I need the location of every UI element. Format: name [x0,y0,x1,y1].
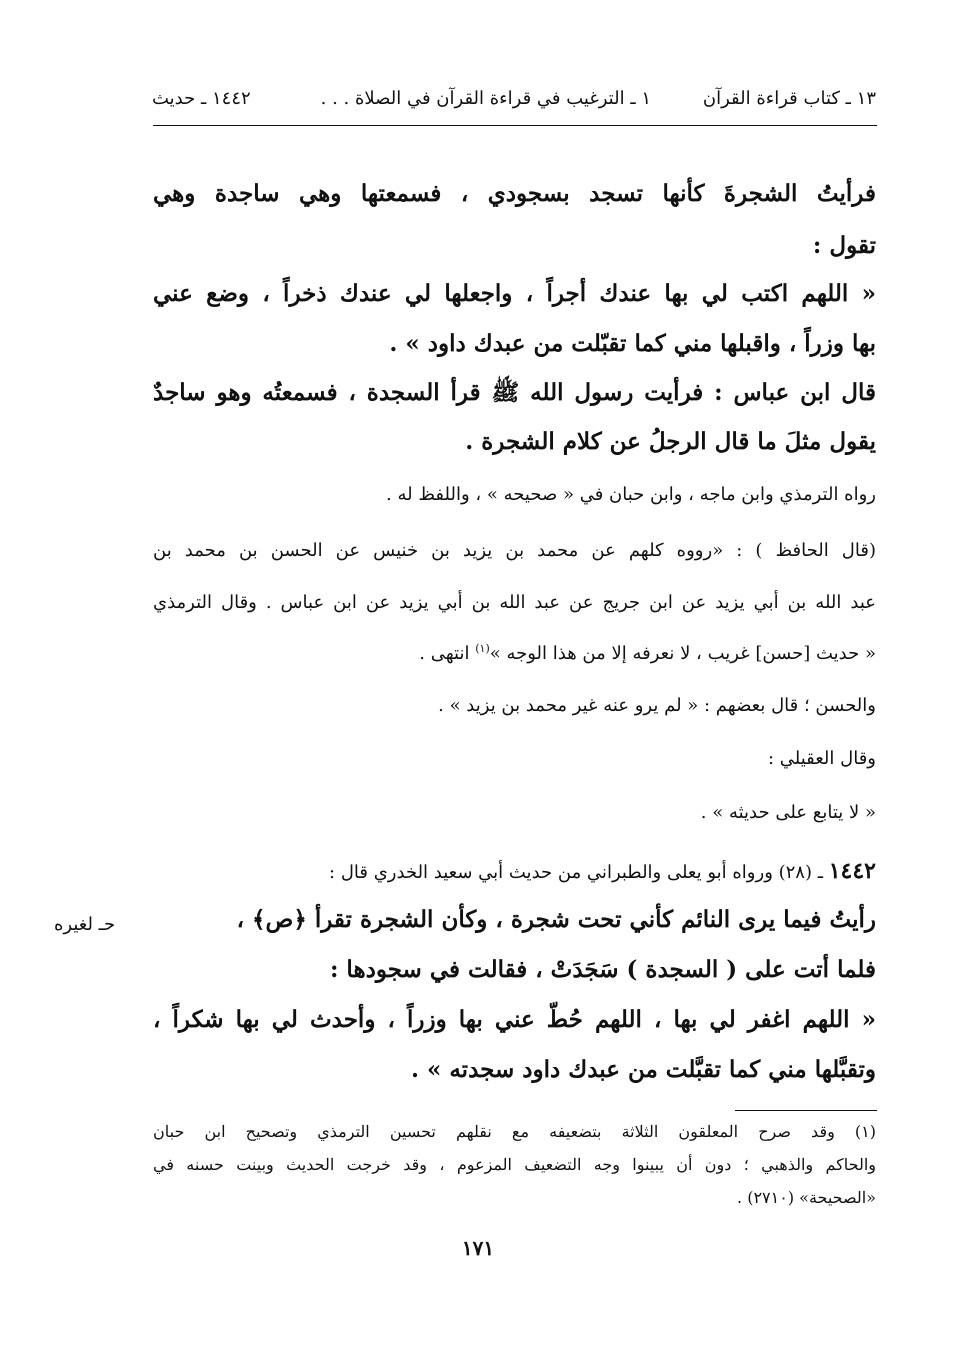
commentary-line: (قال الحافظ ) : «رووه كلهم عن محمد بن يزيد بن خنيس عن الحسن بن محمد بن [153,540,876,561]
commentary-line: رواه الترمذي وابن ماجه ، وابن حبان في « صحيحه » ، واللفظ له . [386,484,876,505]
commentary-line [419,642,876,664]
quote-text: « حديث [حسن] غريب ، لا نعرفه إلا من هذا الوجه » [489,643,876,664]
body-line: يقول مثلَ ما قال الرجلُ عن كلام الشجرة . [465,428,876,455]
footnote-line: (١) وقد صرح المعلقون الثلاثة بتضعيفه مع نقلهم تحسين الترمذي وتصحيح ابن حبان [153,1122,876,1141]
footnote-line: «الصحيحة» (٢٧١٠) . [737,1188,876,1207]
body-line: قال ابن عباس : فرأيت رسول الله ﷺ قرأ السجدة ، فسمعتُه وهو ساجدٌ [153,379,876,406]
footnote-ref[interactable]: (١) [475,642,490,655]
footnote-line: والحاكم والذهبي ؛ دون أن يبينوا وجه التضعيف المزعوم ، وقد خرجت الحديث وبينت حسنه في [153,1155,876,1174]
quote-end: انتهى . [419,643,476,664]
page-number: ١٧١ [461,1236,495,1260]
margin-grading-note: حـ لغيره [54,914,116,935]
running-header-hadith-number: ١٤٤٢ ـ حديث [152,88,251,109]
header-rule [153,125,877,126]
hadith-number: ١٤٤٢ [828,858,876,884]
body-line: فلما أتت على ( السجدة ) سَجَدَتْ ، فقالت في سجودها : [329,956,876,983]
running-header-chapter: ١٣ ـ كتاب قراءة القرآن [702,88,876,109]
commentary-line: وقال العقيلي : [767,748,876,769]
hadith-intro: ـ (٢٨) ورواه أبو يعلى والطبراني من حديث أبي سعيد الخدري قال : [329,862,829,883]
commentary-line: عبد الله بن أبي يزيد عن ابن جريج عن عبد الله بن أبي يزيد عن ابن عباس . وقال الترمذي [153,592,876,613]
body-line: تقول : [812,232,876,259]
body-line: « اللهم اغفر لي بها ، اللهم حُطّ عني بها وزراً ، وأحدث لي بها شكراً ، [153,1006,876,1033]
footnote-rule [735,1110,877,1111]
commentary-line: والحسن ؛ قال بعضهم : « لم يرو عنه غير محمد بن يزيد » . [438,695,876,716]
body-line: بها وزراً ، واقبلها مني كما تقبّلت من عبدك داود » . [389,330,876,357]
body-line: وتقبَّلها مني كما تقبَّلت من عبدك داود سجدته » . [410,1056,876,1083]
running-header-section: ١ ـ الترغيب في قراءة القرآن في الصلاة . . . [320,88,651,109]
body-line: رأيتُ فيما يرى النائم كأني تحت شجرة ، وكأن الشجرة تقرأ ﴿ص﴾ ، [236,906,876,933]
commentary-line: « لا يتابع على حديثه » . [700,802,876,823]
body-line: فرأيتُ الشجرةَ كأنها تسجد بسجودي ، فسمعتها وهي ساجدة وهي [153,180,876,207]
hadith-heading [329,858,876,884]
body-line: « اللهم اكتب لي بها عندك أجراً ، واجعلها لي عندك ذخراً ، وضع عني [153,280,876,307]
